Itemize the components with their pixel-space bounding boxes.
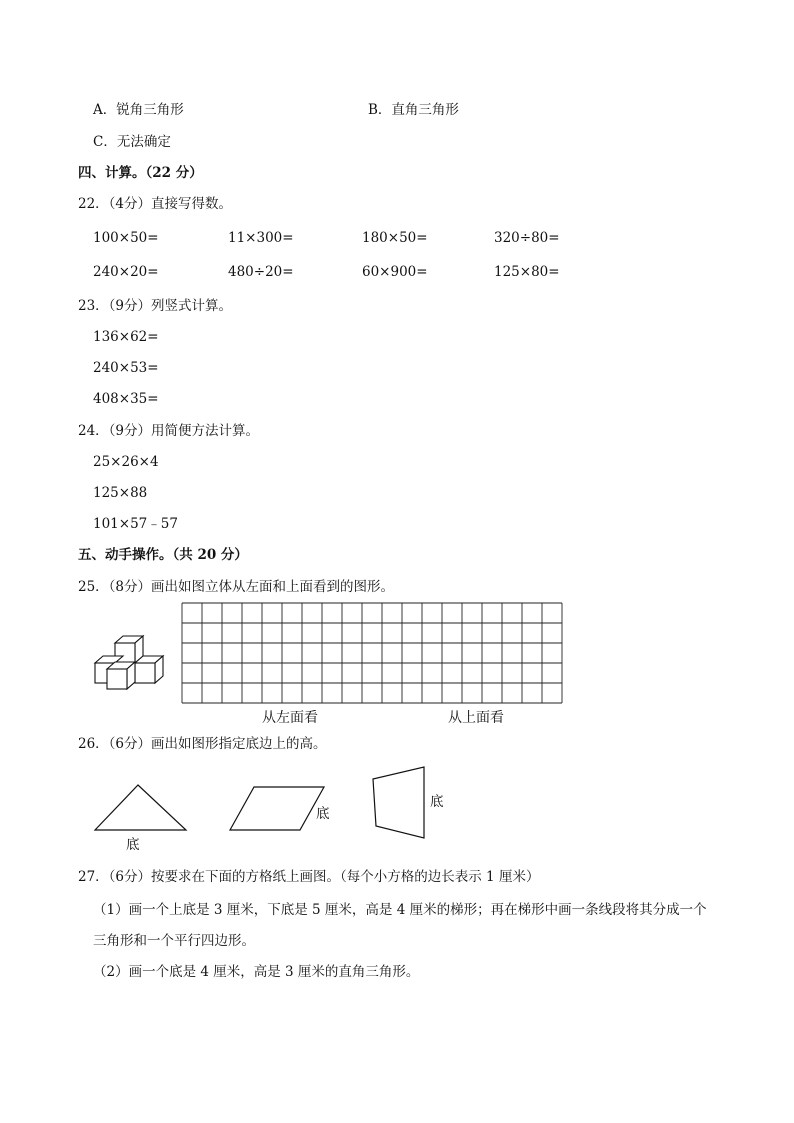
label-left-view: 从左面看	[262, 710, 318, 726]
q22-item-7: 60×900=	[362, 264, 428, 280]
trapezoid-base-label: 底	[430, 794, 444, 810]
cube-stack-figure	[90, 630, 170, 692]
q22-item-5: 240×20=	[93, 264, 159, 280]
parallelogram-base-label: 底	[316, 806, 330, 822]
q27-part1-line2: 三角形和一个平行四边形。	[93, 933, 255, 949]
q26-title: 26．（6分）画出如图形指定底边上的高。	[78, 736, 327, 752]
q22-item-6: 480÷20=	[228, 264, 294, 280]
choice-c: C．无法确定	[93, 134, 171, 150]
choice-a: A．锐角三角形	[93, 102, 184, 118]
section-5-title: 五、动手操作。（共 20 分）	[78, 547, 248, 563]
q27-title: 27．（6分）按要求在下面的方格纸上画图。（每个小方格的边长表示 1 厘米）	[78, 869, 540, 885]
q23-item-2: 240×53=	[93, 360, 159, 376]
triangle-figure	[94, 784, 188, 832]
drawing-grid[interactable]	[182, 603, 562, 703]
q24-item-2: 125×88	[93, 485, 148, 501]
choice-b: B．直角三角形	[368, 102, 459, 118]
q23-item-3: 408×35=	[93, 391, 159, 407]
triangle-base-label: 底	[126, 837, 140, 853]
q23-item-1: 136×62=	[93, 329, 159, 345]
q22-item-1: 100×50=	[93, 230, 159, 246]
q27-part1-line1: （1）画一个上底是 3 厘米，下底是 5 厘米，高是 4 厘米的梯形；再在梯形中画一条线段将其分成一个	[93, 902, 707, 918]
q22-item-4: 320÷80=	[494, 230, 560, 246]
q22-item-2: 11×300=	[228, 230, 294, 246]
q24-item-3: 101×57﹣57	[93, 516, 178, 532]
q22-title: 22．（4分）直接写得数。	[78, 196, 233, 212]
q27-part2: （2）画一个底是 4 厘米，高是 3 厘米的直角三角形。	[93, 964, 420, 980]
parallelogram-figure	[229, 786, 325, 832]
q24-item-1: 25×26×4	[93, 454, 159, 470]
q22-item-3: 180×50=	[362, 230, 428, 246]
q24-title: 24．（9分）用简便方法计算。	[78, 423, 260, 439]
q25-title: 25．（8分）画出如图立体从左面和上面看到的图形。	[78, 579, 395, 595]
label-top-view: 从上面看	[448, 710, 504, 726]
trapezoid-figure	[372, 766, 426, 840]
section-4-title: 四、计算。（22 分）	[78, 165, 203, 181]
q23-title: 23．（9分）列竖式计算。	[78, 298, 233, 314]
q22-item-8: 125×80=	[494, 264, 560, 280]
